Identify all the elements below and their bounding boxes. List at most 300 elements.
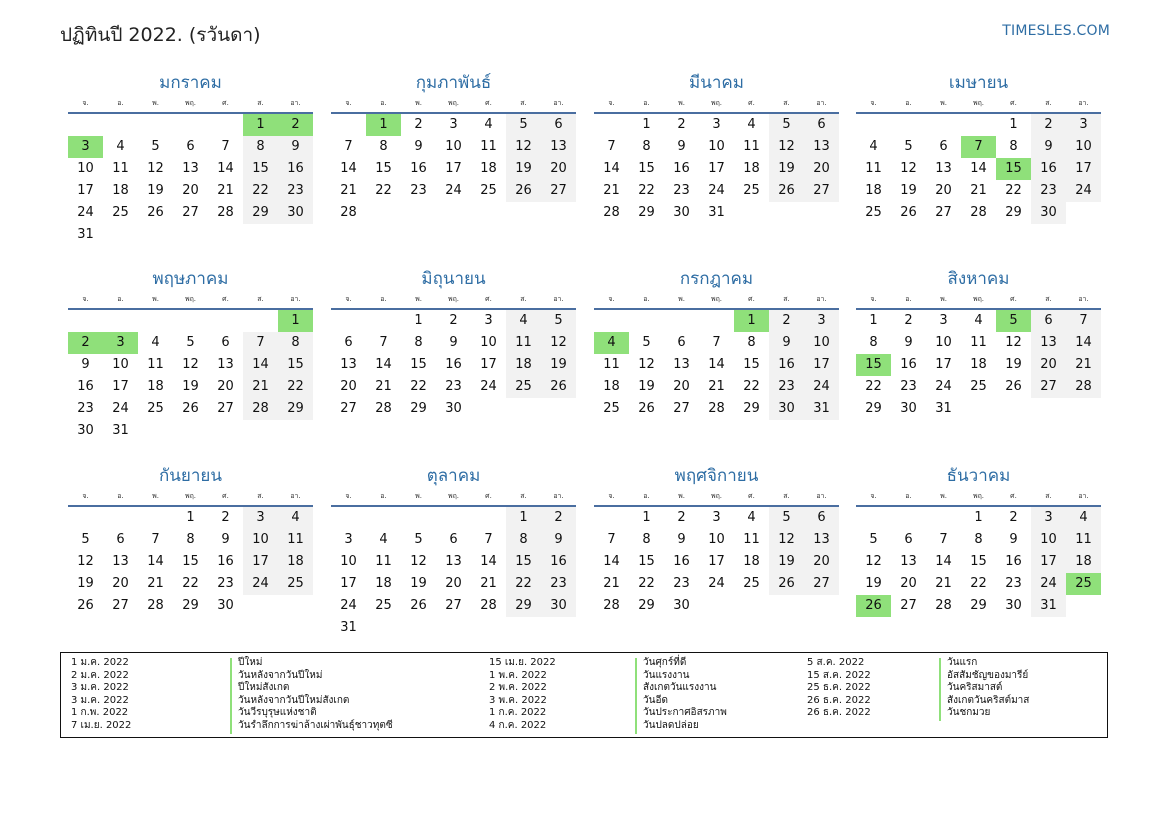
day-cell[interactable]: 19: [1005, 357, 1022, 372]
day-cell[interactable]: 9: [1031, 136, 1066, 158]
day-cell[interactable]: 25: [375, 598, 392, 613]
day-cell[interactable]: 1: [642, 510, 651, 525]
day-cell[interactable]: 28: [970, 205, 987, 220]
day-cell[interactable]: 3: [449, 117, 458, 132]
day-cell[interactable]: 26: [182, 401, 199, 416]
day-cell[interactable]: 2: [449, 313, 458, 328]
holiday-day-cell[interactable]: 26: [856, 595, 891, 617]
day-cell[interactable]: 23: [673, 183, 690, 198]
day-cell[interactable]: 14: [340, 161, 357, 176]
day-cell[interactable]: 6: [677, 335, 686, 350]
day-cell[interactable]: 11: [480, 139, 497, 154]
day-cell[interactable]: 10: [340, 554, 357, 569]
day-cell[interactable]: 10: [1066, 136, 1101, 158]
day-cell[interactable]: 25: [603, 401, 620, 416]
day-cell[interactable]: 26: [769, 573, 804, 595]
day-cell[interactable]: 25: [970, 379, 987, 394]
day-cell[interactable]: 13: [1031, 332, 1066, 354]
day-cell[interactable]: 21: [340, 183, 357, 198]
day-cell[interactable]: 29: [638, 205, 655, 220]
day-cell[interactable]: 23: [445, 379, 462, 394]
day-cell[interactable]: 2: [769, 310, 804, 332]
day-cell[interactable]: 16: [673, 161, 690, 176]
day-cell[interactable]: 10: [112, 357, 129, 372]
holiday-day-cell[interactable]: 25: [1066, 573, 1101, 595]
day-cell[interactable]: 5: [769, 507, 804, 529]
day-cell[interactable]: 23: [410, 183, 427, 198]
day-cell[interactable]: 27: [112, 598, 129, 613]
day-cell[interactable]: 17: [708, 161, 725, 176]
day-cell[interactable]: 26: [541, 376, 576, 398]
day-cell[interactable]: 25: [480, 183, 497, 198]
day-cell[interactable]: 20: [541, 158, 576, 180]
day-cell[interactable]: 12: [769, 529, 804, 551]
day-cell[interactable]: 21: [147, 576, 164, 591]
day-cell[interactable]: 28: [603, 598, 620, 613]
day-cell[interactable]: 31: [112, 423, 129, 438]
day-cell[interactable]: 17: [804, 354, 839, 376]
day-cell[interactable]: 4: [506, 310, 541, 332]
day-cell[interactable]: 12: [182, 357, 199, 372]
day-cell[interactable]: 13: [673, 357, 690, 372]
day-cell[interactable]: 15: [638, 161, 655, 176]
day-cell[interactable]: 6: [804, 114, 839, 136]
day-cell[interactable]: 11: [743, 532, 760, 547]
day-cell[interactable]: 23: [278, 180, 313, 202]
day-cell[interactable]: 31: [804, 398, 839, 420]
day-cell[interactable]: 28: [243, 398, 278, 420]
day-cell[interactable]: 21: [935, 576, 952, 591]
day-cell[interactable]: 5: [506, 114, 541, 136]
day-cell[interactable]: 5: [541, 310, 576, 332]
day-cell[interactable]: 6: [449, 532, 458, 547]
day-cell[interactable]: 30: [541, 595, 576, 617]
day-cell[interactable]: 7: [607, 532, 616, 547]
day-cell[interactable]: 5: [769, 114, 804, 136]
day-cell[interactable]: 18: [865, 183, 882, 198]
day-cell[interactable]: 22: [743, 379, 760, 394]
day-cell[interactable]: 18: [147, 379, 164, 394]
day-cell[interactable]: 3: [712, 117, 721, 132]
day-cell[interactable]: 5: [186, 335, 195, 350]
day-cell[interactable]: 23: [900, 379, 917, 394]
day-cell[interactable]: 21: [217, 183, 234, 198]
day-cell[interactable]: 27: [935, 205, 952, 220]
day-cell[interactable]: 14: [603, 554, 620, 569]
day-cell[interactable]: 14: [935, 554, 952, 569]
holiday-day-cell[interactable]: 5: [996, 310, 1031, 332]
day-cell[interactable]: 28: [935, 598, 952, 613]
day-cell[interactable]: 7: [1066, 310, 1101, 332]
day-cell[interactable]: 7: [221, 139, 230, 154]
day-cell[interactable]: 19: [769, 551, 804, 573]
day-cell[interactable]: 26: [769, 180, 804, 202]
day-cell[interactable]: 3: [484, 313, 493, 328]
day-cell[interactable]: 20: [900, 576, 917, 591]
day-cell[interactable]: 9: [541, 529, 576, 551]
day-cell[interactable]: 27: [673, 401, 690, 416]
day-cell[interactable]: 24: [77, 205, 94, 220]
day-cell[interactable]: 10: [935, 335, 952, 350]
day-cell[interactable]: 21: [243, 376, 278, 398]
day-cell[interactable]: 7: [939, 532, 948, 547]
holiday-day-cell[interactable]: 1: [243, 114, 278, 136]
day-cell[interactable]: 29: [182, 598, 199, 613]
day-cell[interactable]: 11: [970, 335, 987, 350]
day-cell[interactable]: 8: [414, 335, 423, 350]
day-cell[interactable]: 21: [1066, 354, 1101, 376]
day-cell[interactable]: 18: [743, 554, 760, 569]
day-cell[interactable]: 13: [445, 554, 462, 569]
holiday-day-cell[interactable]: 15: [856, 354, 891, 376]
day-cell[interactable]: 6: [939, 139, 948, 154]
day-cell[interactable]: 4: [278, 507, 313, 529]
day-cell[interactable]: 29: [243, 202, 278, 224]
day-cell[interactable]: 8: [278, 332, 313, 354]
day-cell[interactable]: 8: [747, 335, 756, 350]
day-cell[interactable]: 18: [743, 161, 760, 176]
day-cell[interactable]: 14: [708, 357, 725, 372]
day-cell[interactable]: 29: [1005, 205, 1022, 220]
day-cell[interactable]: 28: [147, 598, 164, 613]
day-cell[interactable]: 1: [186, 510, 195, 525]
day-cell[interactable]: 15: [638, 554, 655, 569]
day-cell[interactable]: 19: [410, 576, 427, 591]
day-cell[interactable]: 15: [182, 554, 199, 569]
day-cell[interactable]: 22: [865, 379, 882, 394]
day-cell[interactable]: 14: [603, 161, 620, 176]
day-cell[interactable]: 16: [1005, 554, 1022, 569]
day-cell[interactable]: 24: [1066, 180, 1101, 202]
day-cell[interactable]: 22: [278, 376, 313, 398]
day-cell[interactable]: 1: [414, 313, 423, 328]
day-cell[interactable]: 9: [221, 532, 230, 547]
day-cell[interactable]: 10: [77, 161, 94, 176]
day-cell[interactable]: 28: [480, 598, 497, 613]
day-cell[interactable]: 23: [77, 401, 94, 416]
day-cell[interactable]: 12: [1005, 335, 1022, 350]
day-cell[interactable]: 28: [603, 205, 620, 220]
day-cell[interactable]: 13: [340, 357, 357, 372]
day-cell[interactable]: 19: [182, 379, 199, 394]
day-cell[interactable]: 29: [410, 401, 427, 416]
day-cell[interactable]: 23: [217, 576, 234, 591]
day-cell[interactable]: 11: [147, 357, 164, 372]
day-cell[interactable]: 11: [603, 357, 620, 372]
day-cell[interactable]: 19: [900, 183, 917, 198]
day-cell[interactable]: 23: [1031, 180, 1066, 202]
day-cell[interactable]: 23: [1005, 576, 1022, 591]
day-cell[interactable]: 19: [769, 158, 804, 180]
day-cell[interactable]: 31: [935, 401, 952, 416]
day-cell[interactable]: 15: [970, 554, 987, 569]
day-cell[interactable]: 22: [182, 576, 199, 591]
day-cell[interactable]: 20: [445, 576, 462, 591]
day-cell[interactable]: 16: [673, 554, 690, 569]
day-cell[interactable]: 19: [506, 158, 541, 180]
holiday-day-cell[interactable]: 7: [961, 136, 996, 158]
day-cell[interactable]: 29: [970, 598, 987, 613]
day-cell[interactable]: 21: [480, 576, 497, 591]
day-cell[interactable]: 23: [769, 376, 804, 398]
day-cell[interactable]: 15: [410, 357, 427, 372]
day-cell[interactable]: 24: [935, 379, 952, 394]
day-cell[interactable]: 17: [445, 161, 462, 176]
day-cell[interactable]: 22: [638, 183, 655, 198]
day-cell[interactable]: 20: [935, 183, 952, 198]
day-cell[interactable]: 29: [506, 595, 541, 617]
day-cell[interactable]: 12: [77, 554, 94, 569]
day-cell[interactable]: 11: [112, 161, 129, 176]
day-cell[interactable]: 17: [112, 379, 129, 394]
day-cell[interactable]: 16: [445, 357, 462, 372]
day-cell[interactable]: 28: [217, 205, 234, 220]
day-cell[interactable]: 18: [970, 357, 987, 372]
day-cell[interactable]: 20: [804, 551, 839, 573]
day-cell[interactable]: 14: [970, 161, 987, 176]
day-cell[interactable]: 28: [375, 401, 392, 416]
day-cell[interactable]: 17: [340, 576, 357, 591]
day-cell[interactable]: 13: [935, 161, 952, 176]
day-cell[interactable]: 15: [743, 357, 760, 372]
day-cell[interactable]: 24: [708, 183, 725, 198]
day-cell[interactable]: 1: [506, 507, 541, 529]
day-cell[interactable]: 5: [869, 532, 878, 547]
day-cell[interactable]: 22: [410, 379, 427, 394]
day-cell[interactable]: 18: [480, 161, 497, 176]
day-cell[interactable]: 25: [112, 205, 129, 220]
day-cell[interactable]: 8: [642, 532, 651, 547]
day-cell[interactable]: 29: [743, 401, 760, 416]
day-cell[interactable]: 12: [769, 136, 804, 158]
day-cell[interactable]: 30: [673, 205, 690, 220]
day-cell[interactable]: 13: [217, 357, 234, 372]
day-cell[interactable]: 11: [278, 529, 313, 551]
day-cell[interactable]: 25: [278, 573, 313, 595]
day-cell[interactable]: 20: [112, 576, 129, 591]
day-cell[interactable]: 3: [344, 532, 353, 547]
day-cell[interactable]: 22: [506, 573, 541, 595]
day-cell[interactable]: 14: [1066, 332, 1101, 354]
day-cell[interactable]: 27: [182, 205, 199, 220]
day-cell[interactable]: 13: [182, 161, 199, 176]
day-cell[interactable]: 12: [147, 161, 164, 176]
brand-link[interactable]: TIMESLES.COM: [1002, 23, 1110, 39]
day-cell[interactable]: 12: [638, 357, 655, 372]
day-cell[interactable]: 21: [375, 379, 392, 394]
day-cell[interactable]: 17: [935, 357, 952, 372]
day-cell[interactable]: 25: [506, 376, 541, 398]
day-cell[interactable]: 30: [278, 202, 313, 224]
day-cell[interactable]: 17: [243, 551, 278, 573]
day-cell[interactable]: 1: [974, 510, 983, 525]
day-cell[interactable]: 29: [865, 401, 882, 416]
day-cell[interactable]: 22: [970, 576, 987, 591]
day-cell[interactable]: 8: [869, 335, 878, 350]
day-cell[interactable]: 18: [1066, 551, 1101, 573]
day-cell[interactable]: 4: [151, 335, 160, 350]
day-cell[interactable]: 20: [340, 379, 357, 394]
day-cell[interactable]: 6: [1031, 310, 1066, 332]
day-cell[interactable]: 30: [673, 598, 690, 613]
day-cell[interactable]: 30: [769, 398, 804, 420]
day-cell[interactable]: 11: [375, 554, 392, 569]
day-cell[interactable]: 11: [743, 139, 760, 154]
day-cell[interactable]: 12: [410, 554, 427, 569]
day-cell[interactable]: 18: [278, 551, 313, 573]
day-cell[interactable]: 7: [712, 335, 721, 350]
day-cell[interactable]: 10: [804, 332, 839, 354]
day-cell[interactable]: 13: [900, 554, 917, 569]
day-cell[interactable]: 3: [804, 310, 839, 332]
day-cell[interactable]: 27: [1031, 376, 1066, 398]
day-cell[interactable]: 24: [112, 401, 129, 416]
day-cell[interactable]: 9: [278, 136, 313, 158]
day-cell[interactable]: 24: [340, 598, 357, 613]
day-cell[interactable]: 3: [939, 313, 948, 328]
day-cell[interactable]: 10: [243, 529, 278, 551]
day-cell[interactable]: 3: [1031, 507, 1066, 529]
day-cell[interactable]: 7: [484, 532, 493, 547]
day-cell[interactable]: 1: [1009, 117, 1018, 132]
day-cell[interactable]: 30: [1005, 598, 1022, 613]
day-cell[interactable]: 13: [112, 554, 129, 569]
holiday-day-cell[interactable]: 1: [734, 310, 769, 332]
day-cell[interactable]: 31: [77, 227, 94, 242]
day-cell[interactable]: 26: [410, 598, 427, 613]
day-cell[interactable]: 27: [900, 598, 917, 613]
day-cell[interactable]: 14: [217, 161, 234, 176]
holiday-day-cell[interactable]: 15: [996, 158, 1031, 180]
day-cell[interactable]: 30: [217, 598, 234, 613]
day-cell[interactable]: 31: [1031, 595, 1066, 617]
day-cell[interactable]: 10: [445, 139, 462, 154]
day-cell[interactable]: 14: [147, 554, 164, 569]
day-cell[interactable]: 8: [642, 139, 651, 154]
day-cell[interactable]: 10: [480, 335, 497, 350]
day-cell[interactable]: 26: [77, 598, 94, 613]
day-cell[interactable]: 15: [375, 161, 392, 176]
day-cell[interactable]: 31: [708, 205, 725, 220]
day-cell[interactable]: 8: [1009, 139, 1018, 154]
day-cell[interactable]: 19: [541, 354, 576, 376]
day-cell[interactable]: 30: [900, 401, 917, 416]
day-cell[interactable]: 21: [708, 379, 725, 394]
day-cell[interactable]: 17: [77, 183, 94, 198]
day-cell[interactable]: 13: [541, 136, 576, 158]
day-cell[interactable]: 7: [379, 335, 388, 350]
day-cell[interactable]: 20: [804, 158, 839, 180]
day-cell[interactable]: 22: [243, 180, 278, 202]
day-cell[interactable]: 3: [1066, 114, 1101, 136]
day-cell[interactable]: 17: [1031, 551, 1066, 573]
day-cell[interactable]: 19: [147, 183, 164, 198]
day-cell[interactable]: 22: [638, 576, 655, 591]
day-cell[interactable]: 19: [77, 576, 94, 591]
day-cell[interactable]: 21: [603, 576, 620, 591]
day-cell[interactable]: 10: [1031, 529, 1066, 551]
day-cell[interactable]: 8: [379, 139, 388, 154]
day-cell[interactable]: 17: [480, 357, 497, 372]
day-cell[interactable]: 11: [1066, 529, 1101, 551]
day-cell[interactable]: 14: [375, 357, 392, 372]
day-cell[interactable]: 10: [708, 532, 725, 547]
day-cell[interactable]: 4: [484, 117, 493, 132]
day-cell[interactable]: 4: [1066, 507, 1101, 529]
day-cell[interactable]: 30: [77, 423, 94, 438]
day-cell[interactable]: 26: [1005, 379, 1022, 394]
day-cell[interactable]: 13: [804, 529, 839, 551]
holiday-day-cell[interactable]: 4: [594, 332, 629, 354]
day-cell[interactable]: 7: [607, 139, 616, 154]
day-cell[interactable]: 5: [642, 335, 651, 350]
day-cell[interactable]: 4: [379, 532, 388, 547]
day-cell[interactable]: 5: [81, 532, 90, 547]
day-cell[interactable]: 3: [712, 510, 721, 525]
day-cell[interactable]: 24: [804, 376, 839, 398]
day-cell[interactable]: 25: [743, 576, 760, 591]
day-cell[interactable]: 4: [747, 117, 756, 132]
day-cell[interactable]: 6: [116, 532, 125, 547]
day-cell[interactable]: 17: [1066, 158, 1101, 180]
day-cell[interactable]: 9: [904, 335, 913, 350]
day-cell[interactable]: 20: [217, 379, 234, 394]
day-cell[interactable]: 2: [414, 117, 423, 132]
day-cell[interactable]: 12: [865, 554, 882, 569]
day-cell[interactable]: 6: [804, 507, 839, 529]
day-cell[interactable]: 19: [865, 576, 882, 591]
day-cell[interactable]: 21: [603, 183, 620, 198]
day-cell[interactable]: 16: [278, 158, 313, 180]
day-cell[interactable]: 6: [186, 139, 195, 154]
day-cell[interactable]: 8: [506, 529, 541, 551]
holiday-day-cell[interactable]: 3: [68, 136, 103, 158]
day-cell[interactable]: 24: [1031, 573, 1066, 595]
day-cell[interactable]: 18: [375, 576, 392, 591]
day-cell[interactable]: 25: [743, 183, 760, 198]
day-cell[interactable]: 8: [243, 136, 278, 158]
day-cell[interactable]: 30: [1031, 202, 1066, 224]
day-cell[interactable]: 16: [77, 379, 94, 394]
day-cell[interactable]: 9: [677, 139, 686, 154]
day-cell[interactable]: 18: [112, 183, 129, 198]
day-cell[interactable]: 6: [221, 335, 230, 350]
day-cell[interactable]: 24: [708, 576, 725, 591]
day-cell[interactable]: 5: [151, 139, 160, 154]
day-cell[interactable]: 9: [414, 139, 423, 154]
holiday-day-cell[interactable]: 1: [278, 310, 313, 332]
day-cell[interactable]: 9: [769, 332, 804, 354]
day-cell[interactable]: 12: [541, 332, 576, 354]
day-cell[interactable]: 2: [677, 510, 686, 525]
day-cell[interactable]: 4: [869, 139, 878, 154]
day-cell[interactable]: 4: [747, 510, 756, 525]
day-cell[interactable]: 26: [638, 401, 655, 416]
day-cell[interactable]: 26: [147, 205, 164, 220]
day-cell[interactable]: 1: [869, 313, 878, 328]
day-cell[interactable]: 20: [182, 183, 199, 198]
holiday-day-cell[interactable]: 2: [68, 332, 103, 354]
day-cell[interactable]: 6: [904, 532, 913, 547]
day-cell[interactable]: 10: [708, 139, 725, 154]
day-cell[interactable]: 27: [217, 401, 234, 416]
day-cell[interactable]: 2: [221, 510, 230, 525]
day-cell[interactable]: 29: [638, 598, 655, 613]
day-cell[interactable]: 27: [340, 401, 357, 416]
day-cell[interactable]: 2: [1031, 114, 1066, 136]
day-cell[interactable]: 9: [81, 357, 90, 372]
day-cell[interactable]: 20: [673, 379, 690, 394]
